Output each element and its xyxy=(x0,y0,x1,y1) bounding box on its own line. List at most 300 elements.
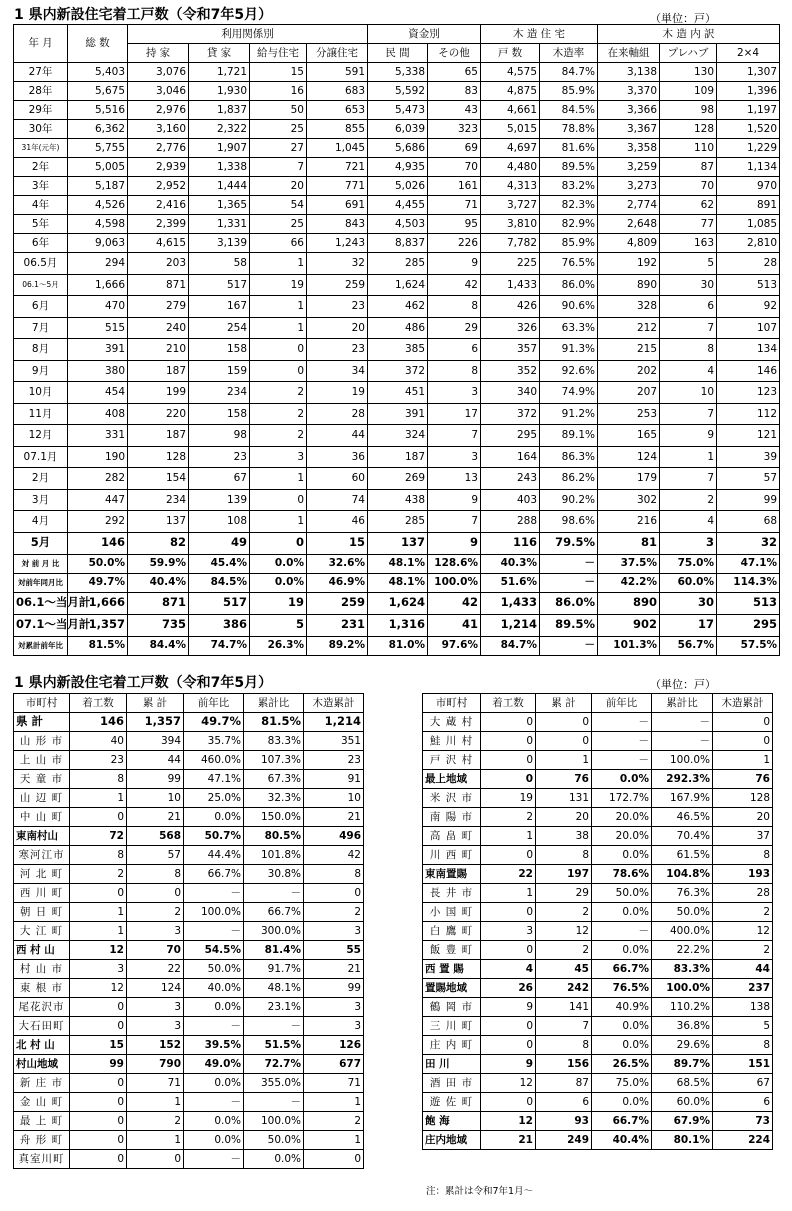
value-cell: 843 xyxy=(307,215,368,234)
value-cell: 4 xyxy=(481,960,536,979)
value-cell: 23.1% xyxy=(244,998,304,1017)
value-cell: 67.9% xyxy=(652,1112,713,1131)
value-cell: 126 xyxy=(304,1036,364,1055)
value-cell: 216 xyxy=(598,511,660,533)
value-cell: 19 xyxy=(481,789,536,808)
value-cell: 92.6% xyxy=(540,360,598,382)
value-cell: 2,416 xyxy=(128,196,189,215)
value-cell: 0.0% xyxy=(184,1112,244,1131)
value-cell: 197 xyxy=(536,865,592,884)
value-cell: 9 xyxy=(481,998,536,1017)
value-cell: 32.3% xyxy=(244,789,304,808)
value-cell: － xyxy=(244,884,304,903)
subheader-cell: 給与住宅 xyxy=(250,44,307,63)
value-cell: 32 xyxy=(307,253,368,275)
municipality-name: 大 江 町 xyxy=(14,922,70,941)
municipality-name: 北 村 山 xyxy=(14,1036,70,1055)
value-cell: 3,810 xyxy=(481,215,540,234)
value-cell: 51.5% xyxy=(244,1036,304,1055)
value-cell: 12 xyxy=(481,1112,536,1131)
value-cell: 4,661 xyxy=(481,101,540,120)
value-cell: 4,615 xyxy=(128,234,189,253)
value-cell: 0 xyxy=(481,1036,536,1055)
value-cell: 85.9% xyxy=(540,234,598,253)
value-cell: 295 xyxy=(481,425,540,447)
value-cell: － xyxy=(540,636,598,655)
value-cell: 372 xyxy=(368,360,428,382)
value-cell: 224 xyxy=(713,1131,773,1150)
value-cell: 225 xyxy=(481,253,540,275)
value-cell: 42.2% xyxy=(598,573,660,592)
value-cell: 7 xyxy=(428,511,481,533)
value-cell: 2 xyxy=(713,941,773,960)
municipality-name: 大 蔵 村 xyxy=(423,713,481,732)
table-row xyxy=(14,101,780,120)
column-header: 木造累計 xyxy=(713,694,773,713)
value-cell: － xyxy=(592,922,652,941)
value-cell: 0.0% xyxy=(592,1093,652,1112)
value-cell: 87 xyxy=(536,1074,592,1093)
value-cell: 394 xyxy=(127,732,184,751)
row-label: 30年 xyxy=(14,120,68,139)
value-cell: 49.7% xyxy=(68,573,128,592)
value-cell: 130 xyxy=(660,63,717,82)
value-cell: 60.0% xyxy=(652,1093,713,1112)
value-cell: 98.6% xyxy=(540,511,598,533)
value-cell: 66.7% xyxy=(592,960,652,979)
value-cell: 2 xyxy=(127,1112,184,1131)
value-cell: 3,370 xyxy=(598,82,660,101)
value-cell: 0 xyxy=(481,1093,536,1112)
value-cell: 0 xyxy=(536,713,592,732)
value-cell: 89.5% xyxy=(540,158,598,177)
value-cell: 44.4% xyxy=(184,846,244,865)
value-cell: 20 xyxy=(536,808,592,827)
value-cell: 234 xyxy=(128,489,189,511)
value-cell: 0 xyxy=(250,532,307,554)
table-row xyxy=(14,63,780,82)
value-cell: 1,307 xyxy=(717,63,780,82)
municipality-name: 酒 田 市 xyxy=(423,1074,481,1093)
value-cell: 1,396 xyxy=(717,82,780,101)
value-cell: 10 xyxy=(127,789,184,808)
value-cell: 45 xyxy=(536,960,592,979)
value-cell: 3,139 xyxy=(189,234,250,253)
value-cell: 0 xyxy=(127,1150,184,1169)
value-cell: 81.6% xyxy=(540,139,598,158)
municipality-name: 白 鷹 町 xyxy=(423,922,481,941)
value-cell: 48.1% xyxy=(368,554,428,573)
municipality-name: 村 山 市 xyxy=(14,960,70,979)
table-row xyxy=(423,1074,773,1093)
value-cell: 3,259 xyxy=(598,158,660,177)
value-cell: 7 xyxy=(660,403,717,425)
value-cell: 0 xyxy=(481,770,536,789)
header-usage: 利用関係別 xyxy=(128,25,368,44)
value-cell: － xyxy=(244,1093,304,1112)
value-cell: 242 xyxy=(536,979,592,998)
value-cell: 1,338 xyxy=(189,158,250,177)
value-cell: 1 xyxy=(713,751,773,770)
table-row xyxy=(14,139,780,158)
value-cell: 591 xyxy=(307,63,368,82)
value-cell: 2 xyxy=(304,1112,364,1131)
row-label: 対前年同月比 xyxy=(14,573,68,592)
value-cell: 1 xyxy=(127,1131,184,1150)
value-cell: 74.9% xyxy=(540,382,598,404)
value-cell: 84.7% xyxy=(540,63,598,82)
value-cell: 34 xyxy=(307,360,368,382)
value-cell: 203 xyxy=(128,253,189,275)
value-cell: 22 xyxy=(127,960,184,979)
value-cell: 340 xyxy=(481,382,540,404)
value-cell: 19 xyxy=(307,382,368,404)
value-cell: 5 xyxy=(250,614,307,636)
value-cell: 7 xyxy=(250,158,307,177)
table-row xyxy=(423,770,773,789)
subheader-cell: 貸 家 xyxy=(189,44,250,63)
municipality-name: 西 川 町 xyxy=(14,884,70,903)
value-cell: 40.4% xyxy=(592,1131,652,1150)
value-cell: 32.6% xyxy=(307,554,368,573)
value-cell: 39.5% xyxy=(184,1036,244,1055)
municipality-name: 寒河江市 xyxy=(14,846,70,865)
value-cell: 5,592 xyxy=(368,82,428,101)
value-cell: 39 xyxy=(717,446,780,468)
value-cell: 61.5% xyxy=(652,846,713,865)
value-cell: 156 xyxy=(536,1055,592,1074)
value-cell: 81 xyxy=(598,532,660,554)
table-row xyxy=(423,865,773,884)
subheader-cell: 分譲住宅 xyxy=(307,44,368,63)
value-cell: 1 xyxy=(304,1131,364,1150)
value-cell: 84.5% xyxy=(189,573,250,592)
value-cell: 20 xyxy=(713,808,773,827)
municipality-name: 朝 日 町 xyxy=(14,903,70,922)
value-cell: 108 xyxy=(189,511,250,533)
value-cell: 285 xyxy=(368,511,428,533)
value-cell: 97.6% xyxy=(428,636,481,655)
value-cell: 76.3% xyxy=(652,884,713,903)
value-cell: 28 xyxy=(713,884,773,903)
value-cell: 50.0% xyxy=(592,884,652,903)
value-cell: 0 xyxy=(70,1017,127,1036)
value-cell: 82 xyxy=(128,532,189,554)
value-cell: 110.2% xyxy=(652,998,713,1017)
value-cell: 104.8% xyxy=(652,865,713,884)
value-cell: 187 xyxy=(368,446,428,468)
value-cell: 2,399 xyxy=(128,215,189,234)
value-cell: 40.3% xyxy=(481,554,540,573)
value-cell: 871 xyxy=(128,592,189,614)
value-cell: 292.3% xyxy=(652,770,713,789)
value-cell: 1,229 xyxy=(717,139,780,158)
value-cell: 735 xyxy=(128,614,189,636)
value-cell: 1,357 xyxy=(68,614,128,636)
value-cell: 234 xyxy=(189,382,250,404)
value-cell: 93 xyxy=(536,1112,592,1131)
value-cell: 871 xyxy=(128,274,189,296)
value-cell: 68.5% xyxy=(652,1074,713,1093)
value-cell: 8 xyxy=(713,1036,773,1055)
value-cell: 98 xyxy=(189,425,250,447)
column-header: 累計比 xyxy=(244,694,304,713)
value-cell: 151 xyxy=(713,1055,773,1074)
value-cell: 2 xyxy=(127,903,184,922)
row-label: 4月 xyxy=(14,511,68,533)
subheader-cell: プレハブ xyxy=(660,44,717,63)
value-cell: 400.0% xyxy=(652,922,713,941)
value-cell: 66.7% xyxy=(244,903,304,922)
value-cell: 100.0% xyxy=(428,573,481,592)
value-cell: 86.2% xyxy=(540,468,598,490)
value-cell: 165 xyxy=(598,425,660,447)
municipality-name: 高 畠 町 xyxy=(423,827,481,846)
table-row xyxy=(423,1112,773,1131)
value-cell: 72.7% xyxy=(244,1055,304,1074)
value-cell: 0 xyxy=(250,489,307,511)
value-cell: 1,357 xyxy=(127,713,184,732)
row-label: 10月 xyxy=(14,382,68,404)
value-cell: 84.7% xyxy=(481,636,540,655)
value-cell: 855 xyxy=(307,120,368,139)
table-row xyxy=(14,253,780,275)
row-label: 2月 xyxy=(14,468,68,490)
value-cell: 215 xyxy=(598,339,660,361)
table-row xyxy=(423,998,773,1017)
value-cell: 86.0% xyxy=(540,592,598,614)
value-cell: 128 xyxy=(660,120,717,139)
value-cell: 5,686 xyxy=(368,139,428,158)
municipality-name: 川 西 町 xyxy=(423,846,481,865)
value-cell: 44 xyxy=(713,960,773,979)
value-cell: 1,243 xyxy=(307,234,368,253)
value-cell: 78.8% xyxy=(540,120,598,139)
value-cell: 6 xyxy=(536,1093,592,1112)
value-cell: 259 xyxy=(307,274,368,296)
table-row xyxy=(14,234,780,253)
value-cell: 54.5% xyxy=(184,941,244,960)
value-cell: 75.0% xyxy=(660,554,717,573)
value-cell: 116 xyxy=(481,532,540,554)
row-label: 06.1～当月計 xyxy=(14,592,68,614)
value-cell: 46.9% xyxy=(307,573,368,592)
value-cell: 0.0% xyxy=(592,941,652,960)
value-cell: 288 xyxy=(481,511,540,533)
row-label: 7月 xyxy=(14,317,68,339)
value-cell: 92 xyxy=(717,296,780,318)
value-cell: 12 xyxy=(70,941,127,960)
value-cell: 37.5% xyxy=(598,554,660,573)
value-cell: 292 xyxy=(68,511,128,533)
value-cell: 0.0% xyxy=(184,1074,244,1093)
value-cell: 226 xyxy=(428,234,481,253)
value-cell: 21 xyxy=(304,808,364,827)
value-cell: 65 xyxy=(428,63,481,82)
value-cell: 161 xyxy=(428,177,481,196)
table-row xyxy=(14,446,780,468)
value-cell: 790 xyxy=(127,1055,184,1074)
value-cell: 25.0% xyxy=(184,789,244,808)
value-cell: 82.9% xyxy=(540,215,598,234)
value-cell: 124 xyxy=(127,979,184,998)
value-cell: 890 xyxy=(598,592,660,614)
municipality-name: 遊 佐 町 xyxy=(423,1093,481,1112)
value-cell: 3 xyxy=(70,960,127,979)
table-row xyxy=(14,511,780,533)
value-cell: 243 xyxy=(481,468,540,490)
column-header: 市町村 xyxy=(14,694,70,713)
value-cell: 124 xyxy=(598,446,660,468)
value-cell: 279 xyxy=(128,296,189,318)
table-row xyxy=(14,274,780,296)
table-row xyxy=(423,1036,773,1055)
value-cell: 1,197 xyxy=(717,101,780,120)
value-cell: 25 xyxy=(250,120,307,139)
value-cell: 193 xyxy=(713,865,773,884)
municipality-name: 置賜地域 xyxy=(423,979,481,998)
value-cell: 0.0% xyxy=(592,846,652,865)
value-cell: － xyxy=(652,732,713,751)
value-cell: 1,134 xyxy=(717,158,780,177)
value-cell: 159 xyxy=(189,360,250,382)
municipality-name: 東 根 市 xyxy=(14,979,70,998)
subheader-cell: 民 間 xyxy=(368,44,428,63)
table-row xyxy=(14,339,780,361)
value-cell: 1,045 xyxy=(307,139,368,158)
value-cell: 38 xyxy=(536,827,592,846)
value-cell: 63.3% xyxy=(540,317,598,339)
value-cell: 36 xyxy=(307,446,368,468)
value-cell: 2 xyxy=(250,425,307,447)
table-row xyxy=(423,789,773,808)
value-cell: 60.0% xyxy=(660,573,717,592)
value-cell: － xyxy=(652,713,713,732)
value-cell: 90.2% xyxy=(540,489,598,511)
value-cell: 4 xyxy=(660,511,717,533)
value-cell: 22.2% xyxy=(652,941,713,960)
table-row xyxy=(14,82,780,101)
value-cell: 237 xyxy=(713,979,773,998)
value-cell: 70 xyxy=(428,158,481,177)
row-label: 対 前 月 比 xyxy=(14,554,68,573)
value-cell: 100.0% xyxy=(652,751,713,770)
value-cell: 3 xyxy=(481,922,536,941)
value-cell: 357 xyxy=(481,339,540,361)
value-cell: 12 xyxy=(481,1074,536,1093)
value-cell: 76.5% xyxy=(592,979,652,998)
table-row xyxy=(14,1150,364,1169)
value-cell: 146 xyxy=(68,532,128,554)
value-cell: 71 xyxy=(428,196,481,215)
value-cell: 5 xyxy=(713,1017,773,1036)
value-cell: 101.8% xyxy=(244,846,304,865)
value-cell: 78.6% xyxy=(592,865,652,884)
value-cell: 83.3% xyxy=(244,732,304,751)
value-cell: 154 xyxy=(128,468,189,490)
table-row xyxy=(14,865,364,884)
value-cell: 8 xyxy=(536,1036,592,1055)
table-row xyxy=(14,636,780,655)
table-row xyxy=(14,614,780,636)
value-cell: 167.9% xyxy=(652,789,713,808)
table-row xyxy=(14,317,780,339)
value-cell: 71 xyxy=(304,1074,364,1093)
row-label: 07.1月 xyxy=(14,446,68,468)
value-cell: 5,187 xyxy=(68,177,128,196)
municipality-name: 村山地域 xyxy=(14,1055,70,1074)
value-cell: 76 xyxy=(713,770,773,789)
municipal-table-left xyxy=(13,693,364,1169)
value-cell: 7 xyxy=(660,317,717,339)
value-cell: 328 xyxy=(598,296,660,318)
value-cell: 0 xyxy=(481,751,536,770)
value-cell: 212 xyxy=(598,317,660,339)
municipality-name: 田 川 xyxy=(423,1055,481,1074)
value-cell: 139 xyxy=(189,489,250,511)
municipality-name: 飯 豊 町 xyxy=(423,941,481,960)
value-cell: 0 xyxy=(127,884,184,903)
value-cell: 0 xyxy=(70,1150,127,1169)
table-row xyxy=(14,903,364,922)
value-cell: 8,837 xyxy=(368,234,428,253)
value-cell: 51.6% xyxy=(481,573,540,592)
value-cell: 82.3% xyxy=(540,196,598,215)
value-cell: 179 xyxy=(598,468,660,490)
value-cell: 150.0% xyxy=(244,808,304,827)
value-cell: 2 xyxy=(536,903,592,922)
table-row xyxy=(14,592,780,614)
value-cell: 66.7% xyxy=(184,865,244,884)
header-wood: 木 造 住 宅 xyxy=(481,25,598,44)
value-cell: 454 xyxy=(68,382,128,404)
value-cell: 0.0% xyxy=(250,573,307,592)
table-row xyxy=(423,751,773,770)
value-cell: 259 xyxy=(307,592,368,614)
value-cell: 41 xyxy=(428,614,481,636)
value-cell: 0 xyxy=(713,732,773,751)
value-cell: 5,755 xyxy=(68,139,128,158)
value-cell: 0 xyxy=(304,884,364,903)
value-cell: 75.0% xyxy=(592,1074,652,1093)
value-cell: 1 xyxy=(127,1093,184,1112)
municipality-name: 大石田町 xyxy=(14,1017,70,1036)
table-row xyxy=(14,941,364,960)
value-cell: 81.4% xyxy=(244,941,304,960)
column-header: 着工数 xyxy=(481,694,536,713)
value-cell: 3,358 xyxy=(598,139,660,158)
value-cell: 86.3% xyxy=(540,446,598,468)
value-cell: 2,939 xyxy=(128,158,189,177)
municipality-name: 飽 海 xyxy=(423,1112,481,1131)
table-row xyxy=(14,827,364,846)
value-cell: 6 xyxy=(713,1093,773,1112)
table-row xyxy=(423,808,773,827)
value-cell: 2 xyxy=(250,382,307,404)
table-row xyxy=(423,941,773,960)
subheader-cell: その他 xyxy=(428,44,481,63)
table-row xyxy=(14,1074,364,1093)
value-cell: 513 xyxy=(717,274,780,296)
value-cell: 380 xyxy=(68,360,128,382)
value-cell: 352 xyxy=(481,360,540,382)
value-cell: 42 xyxy=(428,592,481,614)
value-cell: 28 xyxy=(307,403,368,425)
municipality-name: 舟 形 町 xyxy=(14,1131,70,1150)
value-cell: 691 xyxy=(307,196,368,215)
row-label: 2年 xyxy=(14,158,68,177)
value-cell: 3 xyxy=(428,382,481,404)
